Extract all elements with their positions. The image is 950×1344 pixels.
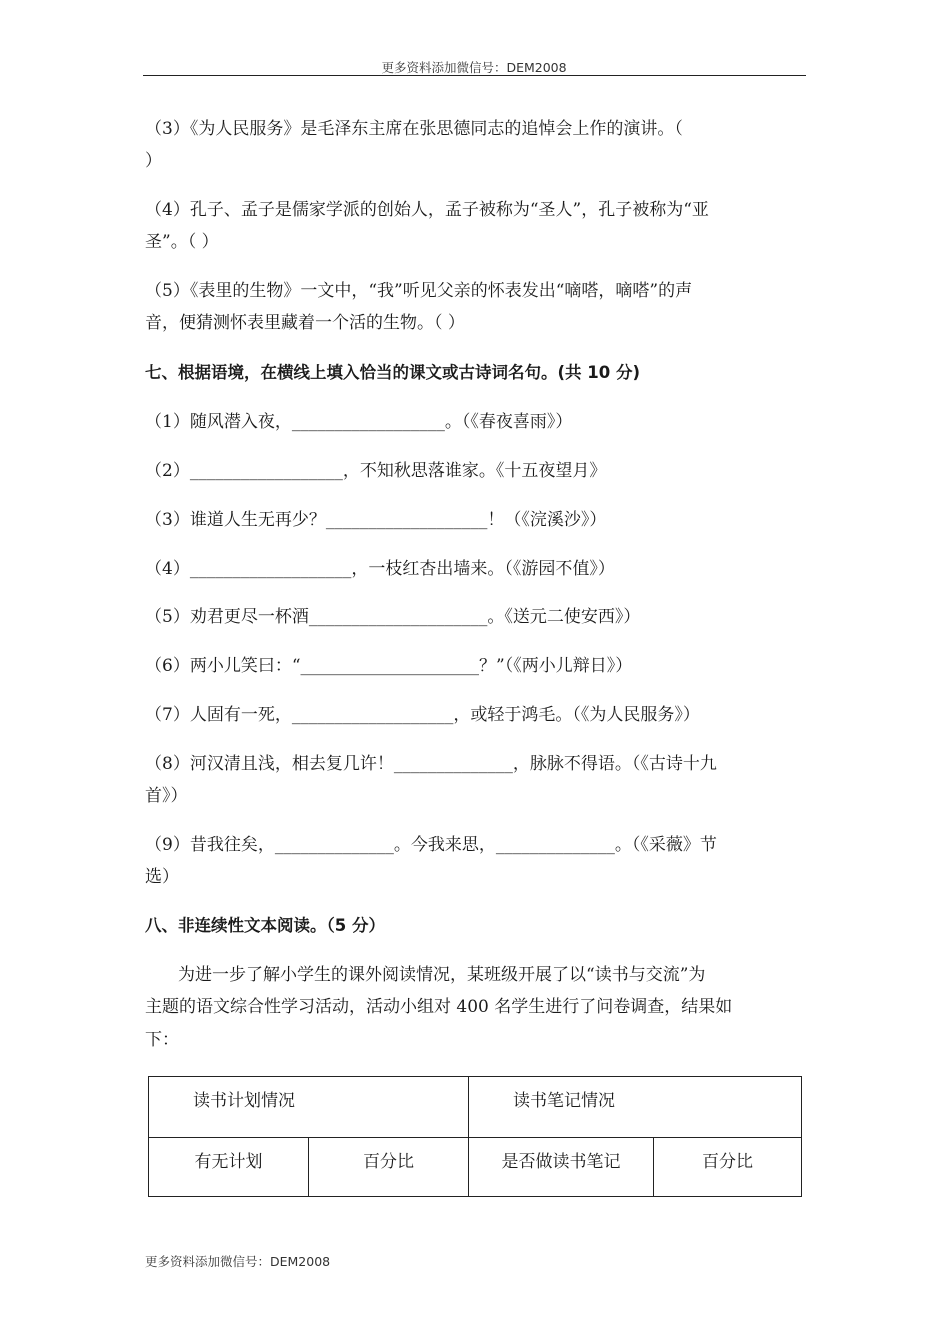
table-cell-label: 百分比 <box>363 1151 414 1172</box>
table-header-takes-notes <box>469 1137 654 1197</box>
section-8-paragraph-line3: 下： <box>145 1030 179 1050</box>
question-7-3: （3）谁道人生无再少？___________________！（《浣溪沙》） <box>145 510 607 530</box>
question-7-2: （2）__________________，不知秋思落谁家。《十五夜望月》 <box>145 461 607 481</box>
section-8-paragraph-line2: 主题的语文综合性学习活动，活动小组对 400 名学生进行了问卷调查，结果如 <box>145 997 733 1017</box>
question-6-4-line2: 圣”。（ ） <box>145 232 219 252</box>
question-7-9-line2: 选） <box>145 867 179 887</box>
table-cell-label: 是否做读书笔记 <box>501 1151 621 1172</box>
question-7-8-line2: 首》） <box>145 786 188 806</box>
table-header-has-plan <box>149 1137 309 1197</box>
question-6-3-line2: ） <box>145 151 162 171</box>
question-7-4: （4）___________________，一枝红杏出墙来。（《游园不值》） <box>145 559 615 579</box>
table-header-percent-2 <box>654 1137 802 1197</box>
table-row <box>149 1137 802 1197</box>
question-7-1: （1）随风潜入夜，__________________。（《春夜喜雨》） <box>145 412 573 432</box>
table-header-percent-1 <box>309 1137 469 1197</box>
page-header: 更多资料添加微信号：DEM2008 <box>381 60 567 75</box>
survey-table <box>148 1076 802 1197</box>
section-7-heading: 七、根据语境，在横线上填入恰当的课文或古诗词名句。(共 10 分) <box>145 363 641 382</box>
table-group-reading-plan <box>149 1077 469 1138</box>
question-7-9-line1: （9）昔我往矣，______________。今我来思，______________。（《采薇》节 <box>145 835 717 855</box>
page-footer: 更多资料添加微信号：DEM2008 <box>145 1254 331 1269</box>
table-row <box>149 1077 802 1138</box>
table-cell-label: 读书笔记情况 <box>513 1091 615 1111</box>
question-6-3-line1: （3）《为人民服务》是毛泽东主席在张思德同志的追悼会上作的演讲。（ <box>145 119 683 139</box>
question-6-5-line2: 音，便猜测怀表里藏着一个活的生物。（ ） <box>145 313 465 333</box>
table-group-reading-notes <box>469 1077 802 1138</box>
question-6-5-line1: （5）《表里的生物》一文中，“我”听见父亲的怀表发出“嘀嗒，嘀嗒”的声 <box>145 281 693 301</box>
table-cell-label: 百分比 <box>702 1151 753 1172</box>
header-divider <box>143 75 806 76</box>
question-7-5: （5）劝君更尽一杯酒_____________________。《送元二使安西》） <box>145 607 641 627</box>
table-cell-label: 有无计划 <box>194 1151 263 1172</box>
question-6-4-line1: （4）孔子、孟子是儒家学派的创始人，孟子被称为“圣人”，孔子被称为“亚 <box>145 200 709 220</box>
question-7-8-line1: （8）河汉清且浅，相去复几许！______________，脉脉不得语。（《古诗十九 <box>145 754 717 774</box>
question-7-7: （7）人固有一死，___________________，或轻于鸿毛。（《为人民服务》） <box>145 705 700 725</box>
section-8-paragraph-line1: 为进一步了解小学生的课外阅读情况，某班级开展了以“读书与交流”为 <box>178 965 706 985</box>
question-7-6: （6）两小儿笑曰：“_____________________？”（《两小儿辩日》） <box>145 656 633 676</box>
section-8-heading: 八、非连续性文本阅读。（5 分） <box>145 916 385 935</box>
table-cell-label: 读书计划情况 <box>193 1091 295 1111</box>
